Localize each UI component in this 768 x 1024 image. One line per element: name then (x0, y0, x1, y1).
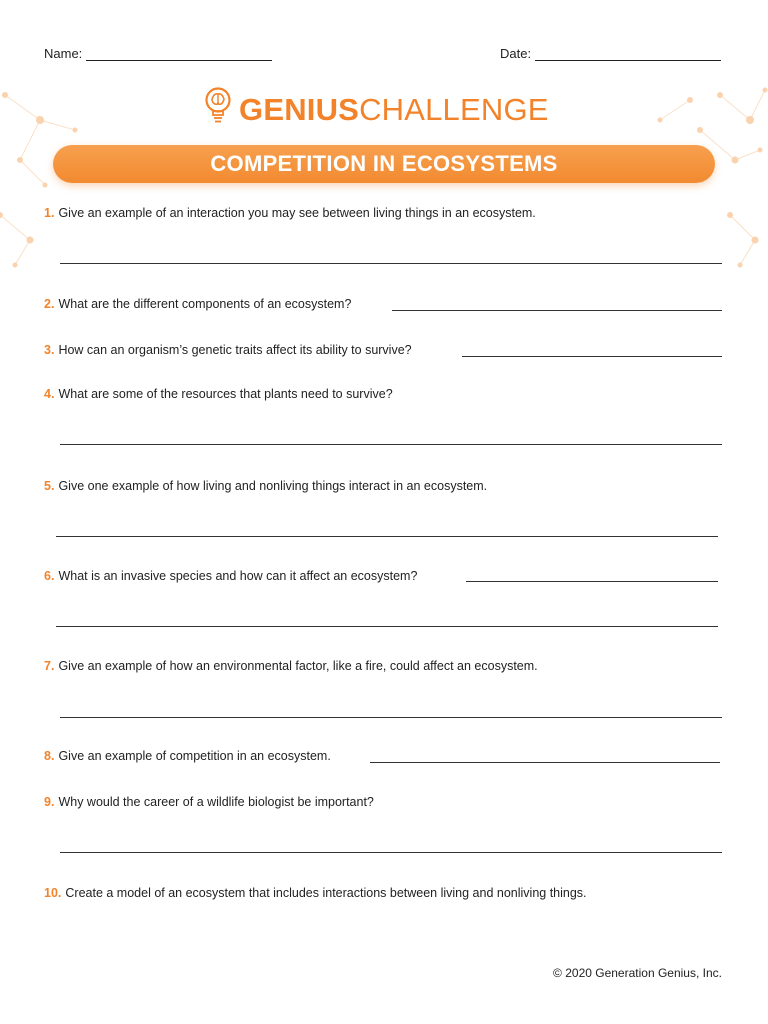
question-text: What are some of the resources that plants need to survive? (58, 387, 393, 401)
question-5 (44, 479, 487, 493)
question-3 (44, 343, 412, 357)
date-label: Date: (500, 46, 532, 61)
question-2 (44, 297, 351, 311)
lightbulb-brain-icon (205, 85, 231, 133)
question-8 (44, 749, 331, 763)
question-number: 5. (44, 479, 55, 493)
question-text: Give one example of how living and nonliving things interact in an ecosystem. (58, 479, 488, 493)
genius-challenge-logo (205, 84, 549, 134)
question-text: Give an example of how an environmental factor, like a fire, could affect an ecosystem. (58, 659, 538, 673)
answer-line[interactable] (370, 762, 720, 763)
answer-line[interactable] (56, 626, 718, 627)
date-blank[interactable] (535, 46, 721, 61)
question-number: 2. (44, 297, 55, 311)
question-10 (44, 886, 587, 900)
question-6 (44, 569, 417, 583)
name-field[interactable] (44, 46, 272, 61)
question-4 (44, 387, 393, 401)
question-1 (44, 206, 536, 220)
question-7 (44, 659, 538, 673)
question-text: Create a model of an ecosystem that includes interactions between living and nonliving things. (65, 886, 587, 900)
answer-line[interactable] (60, 444, 722, 445)
question-number: 4. (44, 387, 55, 401)
title-banner (53, 145, 715, 183)
question-text: Give an example of an interaction you may see between living things in an ecosystem. (58, 206, 536, 220)
answer-line[interactable] (462, 356, 722, 357)
question-number: 10. (44, 886, 62, 900)
logo-challenge-text: CHALLENGE (359, 91, 549, 127)
date-field[interactable] (500, 46, 721, 61)
question-number: 3. (44, 343, 55, 357)
logo-genius-text: GENIUS (239, 91, 360, 127)
question-text: Why would the career of a wildlife biologist be important? (58, 795, 374, 809)
name-blank[interactable] (86, 46, 272, 61)
name-label: Name: (44, 46, 83, 61)
question-number: 8. (44, 749, 55, 763)
question-text: What are the different components of an ecosystem? (58, 297, 352, 311)
answer-line[interactable] (60, 852, 722, 853)
copyright-footer: © 2020 Generation Genius, Inc. (553, 966, 722, 980)
question-9 (44, 795, 374, 809)
answer-line[interactable] (392, 310, 722, 311)
question-number: 1. (44, 206, 55, 220)
answer-line[interactable] (56, 536, 718, 537)
question-number: 9. (44, 795, 55, 809)
answer-line[interactable] (60, 263, 722, 264)
question-number: 6. (44, 569, 55, 583)
question-text: What is an invasive species and how can it affect an ecosystem? (58, 569, 418, 583)
answer-line[interactable] (466, 581, 718, 582)
question-text: How can an organism’s genetic traits affect its ability to survive? (58, 343, 412, 357)
question-text: Give an example of competition in an ecosystem. (58, 749, 331, 763)
page-title: COMPETITION IN ECOSYSTEMS (210, 151, 558, 176)
question-number: 7. (44, 659, 55, 673)
answer-line[interactable] (60, 717, 722, 718)
